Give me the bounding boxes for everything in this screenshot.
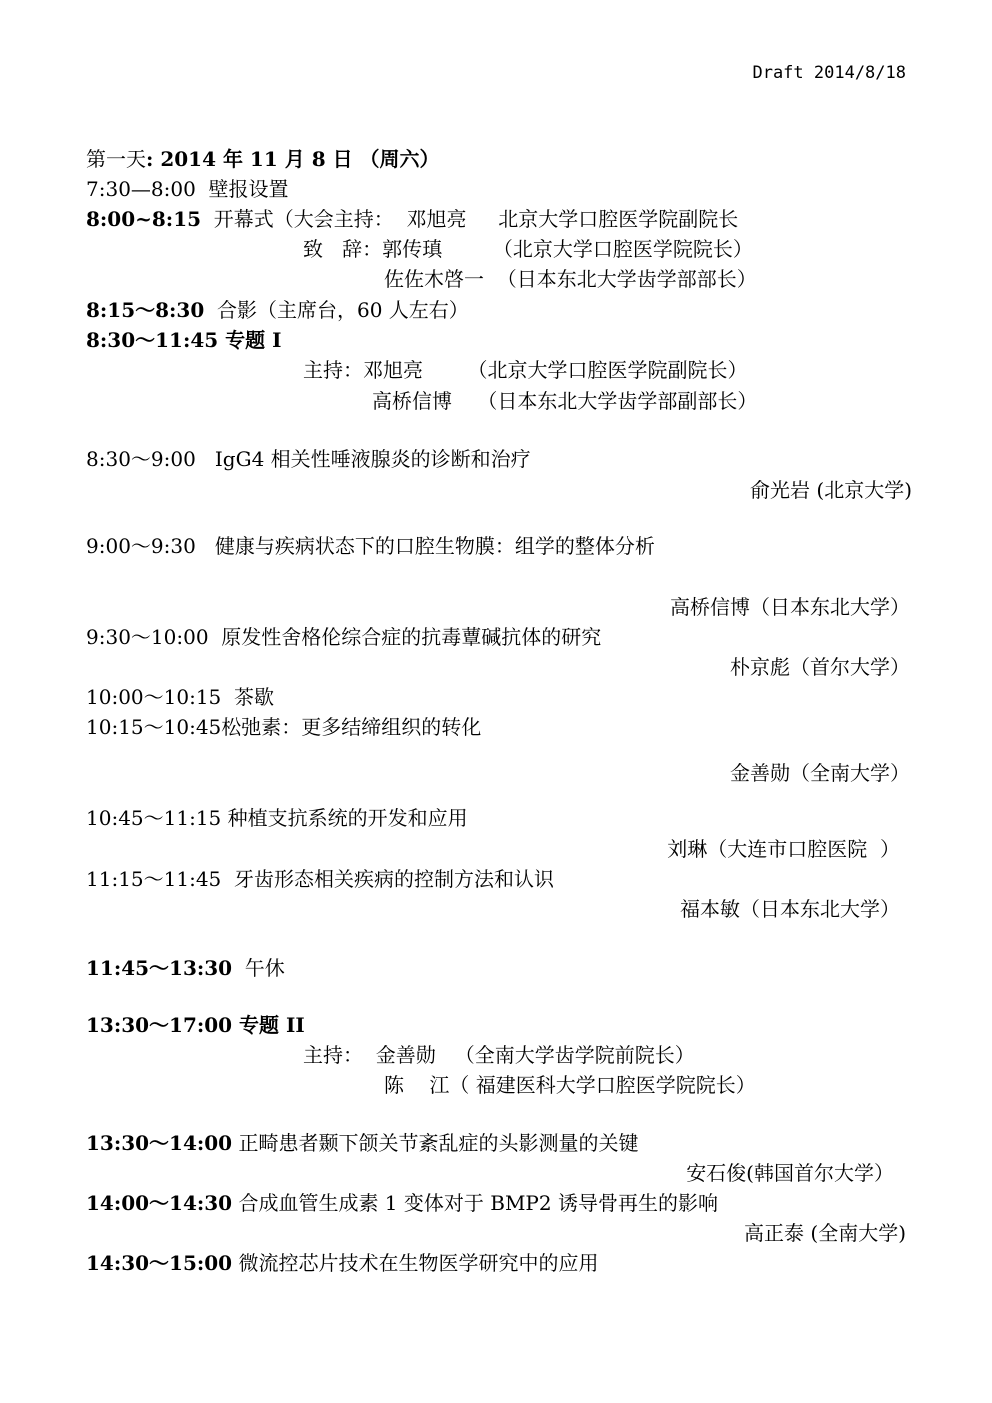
talk-title: 微流控芯片技术在生物医学研究中的应用 xyxy=(232,1251,599,1275)
talk-row xyxy=(86,1190,718,1216)
talk-row xyxy=(86,805,468,831)
talk-speaker: 朴京彪（首尔大学） xyxy=(730,655,910,679)
talk-time: 8:30～9:00 xyxy=(86,447,196,471)
talk-title: 健康与疾病状态下的口腔生物膜：组学的整体分析 xyxy=(195,534,655,558)
draft-label: Draft 2014/8/18 xyxy=(752,63,906,83)
lunch-time: 11:45～13:30 xyxy=(86,956,233,980)
talk-title: 原发性舍格伦综合症的抗毒蕈碱抗体的研究 xyxy=(208,625,602,649)
talk-title: IgG4 相关性唾液腺炎的诊断和治疗 xyxy=(195,447,531,471)
talk-time: 10:45～11:15 xyxy=(86,806,222,830)
talk-time: 10:15～10:45 xyxy=(86,715,222,739)
talk-title: 正畸患者颞下颌关节紊乱症的头影测量的关键 xyxy=(232,1131,639,1155)
poster-row xyxy=(86,176,289,202)
session2-chair-1: 主持： 金善勋 （全南大学齿学院前院长） xyxy=(303,1043,695,1067)
session1-chair-1: 主持：邓旭亮 （北京大学口腔医学院副院长） xyxy=(303,358,748,382)
opening-title: 开幕式（大会主持： 邓旭亮 北京大学口腔医学院副院长 xyxy=(201,207,739,231)
talk-time: 14:00～14:30 xyxy=(86,1191,233,1215)
talk-speaker: 刘琳（大连市口腔医院 ） xyxy=(667,837,900,861)
talk-speaker: 金善勋（全南大学） xyxy=(730,761,910,785)
talk-time: 13:30～14:00 xyxy=(86,1131,233,1155)
opening-speech-line-2: 佐佐木啓一 （日本东北大学齿学部部长） xyxy=(384,267,757,291)
day-label: 第一天 xyxy=(86,147,146,171)
poster-time: 7:30—8:00 xyxy=(86,177,196,201)
talk-speaker: 高桥信博（日本东北大学） xyxy=(670,595,910,619)
talk-speaker: 福本敏（日本东北大学） xyxy=(680,897,900,921)
talk-title: 茶歇 xyxy=(221,685,274,709)
session1-row xyxy=(86,327,281,353)
talk-title: 种植支抗系统的开发和应用 xyxy=(221,806,468,830)
opening-time: 8:00~8:15 xyxy=(86,207,202,231)
break-row xyxy=(86,684,274,710)
lunch-row xyxy=(86,955,285,981)
talk-time: 10:00～10:15 xyxy=(86,685,222,709)
talk-title: 合成血管生成素 1 变体对于 BMP2 诱导骨再生的影响 xyxy=(232,1191,718,1215)
talk-row xyxy=(86,866,554,892)
talk-row xyxy=(86,1130,638,1156)
talk-time: 14:30～15:00 xyxy=(86,1251,233,1275)
talk-speaker: 安石俊(韩国首尔大学） xyxy=(686,1161,894,1185)
session1-time: 8:30～11:45 xyxy=(86,328,219,352)
lunch-title: 午休 xyxy=(232,956,285,980)
session2-time: 13:30～17:00 xyxy=(86,1013,233,1037)
talk-time: 9:30～10:00 xyxy=(86,625,209,649)
talk-speaker: 俞光岩 (北京大学) xyxy=(750,478,912,502)
photo-time: 8:15～8:30 xyxy=(86,298,205,322)
session2-title: 专题 II xyxy=(232,1013,305,1037)
session2-row xyxy=(86,1012,305,1038)
talk-row xyxy=(86,533,655,559)
opening-speech-line: 致 辞：郭传瑱 （北京大学口腔医学院院长） xyxy=(303,237,753,261)
photo-row xyxy=(86,297,469,323)
day-date: : 2014 年 11 月 8 日 （周六） xyxy=(146,147,440,171)
talk-speaker: 高正泰 (全南大学) xyxy=(744,1221,906,1245)
photo-title: 合影（主席台，60 人左右） xyxy=(204,298,469,322)
talk-row xyxy=(86,446,531,472)
talk-title: 松弛素：更多结缔组织的转化 xyxy=(221,715,482,739)
session1-chair-2: 高桥信博 （日本东北大学齿学部副部长） xyxy=(372,389,758,413)
talk-row xyxy=(86,1250,598,1276)
talk-row xyxy=(86,624,601,650)
session1-title: 专题 I xyxy=(218,328,282,352)
talk-row xyxy=(86,714,481,740)
talk-time: 11:15～11:45 xyxy=(86,867,222,891)
session2-chair-2: 陈 江（ 福建医科大学口腔医学院院长） xyxy=(384,1073,756,1097)
day-heading xyxy=(86,146,440,172)
poster-title: 壁报设置 xyxy=(195,177,289,201)
talk-title: 牙齿形态相关疾病的控制方法和认识 xyxy=(221,867,554,891)
opening-row xyxy=(86,206,738,232)
talk-time: 9:00～9:30 xyxy=(86,534,196,558)
